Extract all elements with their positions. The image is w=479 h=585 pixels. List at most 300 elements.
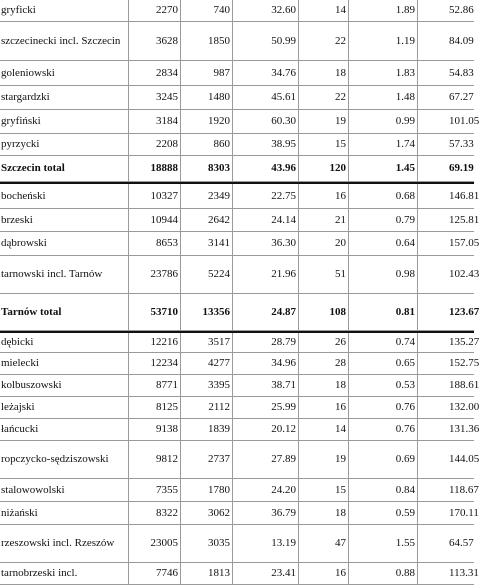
value-cell-6-text: 157.05 [449, 237, 479, 249]
column-divider [348, 209, 349, 231]
value-cell-4-text: 120 [329, 162, 346, 174]
value-cell-4 [298, 156, 348, 181]
value-cell-5-text: 0.98 [395, 268, 415, 280]
value-cell-3-text: 38.95 [271, 138, 296, 150]
value-cell-4 [298, 256, 348, 293]
value-cell-2 [180, 479, 232, 501]
value-cell-6 [417, 502, 479, 524]
value-cell-2-text: 3517 [208, 336, 230, 348]
value-cell-3 [232, 232, 298, 255]
value-cell-4 [298, 563, 348, 584]
column-divider [298, 209, 299, 231]
value-cell-5 [348, 441, 417, 478]
column-divider [180, 294, 181, 330]
value-cell-1-text: 2270 [156, 4, 178, 16]
district-name-cell-text: stargardzki [1, 91, 50, 103]
value-cell-1 [128, 110, 180, 133]
column-divider [232, 256, 233, 293]
value-cell-1-text: 12234 [150, 357, 178, 369]
value-cell-2 [180, 86, 232, 109]
table-row [0, 375, 479, 397]
value-cell-5 [348, 397, 417, 418]
value-cell-2-text: 860 [213, 138, 230, 150]
table-row [0, 232, 479, 256]
value-cell-6 [417, 479, 479, 501]
column-divider [180, 61, 181, 85]
column-divider [128, 61, 129, 85]
column-divider [232, 441, 233, 478]
table-row [0, 353, 479, 375]
value-cell-6 [417, 375, 479, 396]
value-cell-1-text: 8771 [156, 379, 178, 391]
column-divider [417, 110, 418, 133]
value-cell-4 [298, 375, 348, 396]
value-cell-3-text: 60.30 [271, 115, 296, 127]
value-cell-5-text: 0.65 [395, 357, 415, 369]
value-cell-6 [417, 441, 479, 478]
value-cell-2 [180, 525, 232, 562]
column-divider [298, 134, 299, 155]
column-divider [417, 134, 418, 155]
column-divider [232, 525, 233, 562]
value-cell-2-text: 2737 [208, 453, 230, 465]
value-cell-4-text: 14 [335, 4, 346, 16]
value-cell-6-text: 54.83 [449, 66, 474, 79]
value-cell-5-text: 1.55 [395, 537, 415, 549]
value-cell-4 [298, 134, 348, 155]
district-name-cell-text: tarnobrzeski incl. [1, 567, 78, 579]
value-cell-4 [298, 479, 348, 501]
value-cell-4-text: 15 [335, 483, 346, 496]
district-name-cell [0, 232, 128, 255]
value-cell-6-text: 101.05 [449, 115, 479, 127]
district-name-cell [0, 375, 128, 396]
value-cell-2 [180, 397, 232, 418]
column-divider [180, 333, 181, 352]
column-divider [232, 134, 233, 155]
value-cell-1-text: 23005 [150, 537, 178, 549]
value-cell-2-text: 3395 [208, 379, 230, 391]
value-cell-3 [232, 86, 298, 109]
value-cell-2-text: 1480 [208, 91, 230, 103]
value-cell-5 [348, 184, 417, 208]
value-cell-3 [232, 479, 298, 501]
value-cell-4 [298, 86, 348, 109]
value-cell-4 [298, 525, 348, 562]
value-cell-3-text: 27.89 [271, 453, 296, 465]
table-row [0, 182, 479, 209]
value-cell-2-text: 1780 [208, 483, 230, 496]
value-cell-6-text: 64.57 [449, 537, 474, 549]
value-cell-4 [298, 441, 348, 478]
value-cell-4 [298, 0, 348, 21]
value-cell-6 [417, 353, 479, 374]
value-cell-6-text: 52.86 [449, 4, 474, 16]
value-cell-3 [232, 441, 298, 478]
value-cell-5-text: 1.45 [395, 162, 415, 174]
district-name-cell-text: łańcucki [1, 423, 39, 435]
value-cell-4 [298, 353, 348, 374]
value-cell-2 [180, 156, 232, 181]
value-cell-2-text: 2642 [208, 213, 230, 226]
value-cell-1-text: 9138 [156, 423, 178, 435]
value-cell-2 [180, 441, 232, 478]
column-divider [348, 353, 349, 374]
value-cell-4 [298, 397, 348, 418]
value-cell-2-text: 1850 [208, 34, 230, 47]
column-divider [348, 294, 349, 330]
column-divider [232, 294, 233, 330]
value-cell-2 [180, 184, 232, 208]
table-row [0, 209, 479, 232]
column-divider [417, 525, 418, 562]
value-cell-5-text: 0.79 [395, 213, 415, 226]
value-cell-1 [128, 441, 180, 478]
value-cell-3-text: 21.96 [271, 268, 296, 280]
value-cell-6 [417, 184, 479, 208]
value-cell-3 [232, 0, 298, 21]
district-name-cell [0, 156, 128, 181]
district-name-cell-text: pyrzycki [1, 138, 40, 150]
column-divider [417, 61, 418, 85]
district-name-cell [0, 134, 128, 155]
column-divider [298, 0, 299, 21]
column-divider [298, 256, 299, 293]
column-divider [298, 419, 299, 440]
column-divider [128, 294, 129, 330]
column-divider [128, 563, 129, 584]
column-divider [348, 156, 349, 181]
column-divider [232, 353, 233, 374]
value-cell-3 [232, 184, 298, 208]
column-divider [180, 375, 181, 396]
table-row [0, 0, 474, 22]
district-name-cell [0, 184, 128, 208]
value-cell-4-text: 18 [335, 506, 346, 519]
value-cell-2-text: 2112 [208, 401, 230, 413]
value-cell-5 [348, 525, 417, 562]
column-divider [298, 184, 299, 208]
value-cell-3 [232, 525, 298, 562]
value-cell-5-text: 0.53 [395, 379, 415, 391]
value-cell-5-text: 0.99 [395, 115, 415, 127]
district-name-cell-text: niżański [1, 506, 38, 519]
column-divider [128, 525, 129, 562]
column-divider [232, 502, 233, 524]
district-name-cell-text: bocheński [1, 189, 46, 202]
value-cell-6 [417, 0, 474, 21]
value-cell-4 [298, 61, 348, 85]
district-name-cell [0, 441, 128, 478]
value-cell-3 [232, 353, 298, 374]
column-divider [417, 419, 418, 440]
column-divider [180, 563, 181, 584]
value-cell-6 [417, 134, 474, 155]
column-divider [298, 232, 299, 255]
value-cell-5 [348, 333, 417, 352]
column-divider [128, 419, 129, 440]
value-cell-2 [180, 353, 232, 374]
column-divider [298, 479, 299, 501]
value-cell-4-text: 28 [335, 357, 346, 369]
value-cell-6 [417, 333, 479, 352]
column-divider [128, 441, 129, 478]
value-cell-5 [348, 232, 417, 255]
value-cell-6 [417, 209, 479, 231]
column-divider [232, 479, 233, 501]
column-divider [232, 156, 233, 181]
district-name-cell-text: gryficki [1, 4, 36, 16]
column-divider [417, 22, 418, 60]
value-cell-2-text: 13356 [202, 305, 230, 318]
district-name-cell-text: mielecki [1, 357, 39, 369]
value-cell-4 [298, 232, 348, 255]
value-cell-3-text: 43.96 [271, 162, 296, 174]
table-row [0, 441, 479, 479]
value-cell-3 [232, 333, 298, 352]
value-cell-5 [348, 294, 417, 330]
value-cell-4-text: 51 [335, 268, 346, 280]
table-row [0, 22, 474, 61]
value-cell-5-text: 0.88 [395, 567, 415, 579]
column-divider [348, 419, 349, 440]
value-cell-4-text: 22 [335, 91, 346, 103]
district-name-cell [0, 256, 128, 293]
table-row [0, 502, 479, 525]
value-cell-5-text: 0.68 [395, 189, 415, 202]
district-name-cell [0, 110, 128, 133]
value-cell-5 [348, 134, 417, 155]
value-cell-4-text: 16 [335, 401, 346, 413]
value-cell-1-text: 8653 [156, 237, 178, 249]
value-cell-2-text: 1920 [208, 115, 230, 127]
value-cell-1 [128, 232, 180, 255]
value-cell-1 [128, 134, 180, 155]
column-divider [128, 184, 129, 208]
column-divider [298, 61, 299, 85]
column-divider [348, 397, 349, 418]
table-row [0, 397, 479, 419]
column-divider [180, 156, 181, 181]
value-cell-3-text: 24.20 [271, 483, 296, 496]
value-cell-2 [180, 294, 232, 330]
value-cell-2 [180, 0, 232, 21]
column-divider [180, 502, 181, 524]
district-name-cell-text: stalowowolski [1, 483, 65, 496]
column-divider [348, 333, 349, 352]
value-cell-6 [417, 61, 474, 85]
column-divider [348, 441, 349, 478]
value-cell-4-text: 108 [329, 305, 346, 318]
value-cell-3-text: 50.99 [271, 34, 296, 47]
column-divider [180, 184, 181, 208]
column-divider [298, 563, 299, 584]
table-row [0, 563, 479, 585]
value-cell-1 [128, 502, 180, 524]
value-cell-2 [180, 256, 232, 293]
value-cell-2 [180, 375, 232, 396]
district-name-cell [0, 294, 128, 330]
column-divider [232, 86, 233, 109]
value-cell-6 [417, 419, 479, 440]
district-name-cell-text: Tarnów total [1, 305, 62, 318]
value-cell-2-text: 1839 [208, 423, 230, 435]
district-name-cell-text: goleniowski [1, 66, 55, 79]
value-cell-6 [417, 563, 479, 584]
table-row [0, 331, 479, 353]
value-cell-5-text: 0.76 [395, 401, 415, 413]
value-cell-5-text: 1.19 [395, 34, 415, 47]
column-divider [232, 375, 233, 396]
column-divider [417, 156, 418, 181]
value-cell-4-text: 16 [335, 567, 346, 579]
district-name-cell-text: kolbuszowski [1, 379, 62, 391]
value-cell-5 [348, 419, 417, 440]
column-divider [417, 375, 418, 396]
value-cell-2-text: 3062 [208, 506, 230, 519]
value-cell-4 [298, 22, 348, 60]
value-cell-1 [128, 479, 180, 501]
value-cell-3 [232, 134, 298, 155]
value-cell-6-text: 67.27 [449, 91, 474, 103]
column-divider [128, 156, 129, 181]
value-cell-3-text: 24.87 [271, 305, 296, 318]
value-cell-6-text: 118.67 [449, 483, 479, 496]
table-row [0, 110, 479, 134]
value-cell-5 [348, 0, 417, 21]
column-divider [348, 0, 349, 21]
value-cell-1 [128, 563, 180, 584]
value-cell-4-text: 21 [335, 213, 346, 226]
column-divider [417, 441, 418, 478]
value-cell-3-text: 28.79 [271, 336, 296, 348]
column-divider [348, 525, 349, 562]
column-divider [128, 22, 129, 60]
district-name-cell [0, 86, 128, 109]
value-cell-5 [348, 209, 417, 231]
column-divider [298, 375, 299, 396]
value-cell-1 [128, 419, 180, 440]
value-cell-1-text: 18888 [150, 162, 178, 174]
value-cell-5-text: 0.76 [395, 423, 415, 435]
column-divider [180, 232, 181, 255]
column-divider [298, 22, 299, 60]
value-cell-2-text: 2349 [208, 189, 230, 202]
value-cell-1 [128, 333, 180, 352]
value-cell-4-text: 19 [335, 115, 346, 127]
column-divider [298, 353, 299, 374]
value-cell-1-text: 3628 [156, 34, 178, 47]
district-name-cell-text: tarnowski incl. Tarnów [1, 268, 103, 280]
value-cell-5-text: 1.89 [395, 4, 415, 16]
value-cell-5 [348, 156, 417, 181]
value-cell-2-text: 1813 [208, 567, 230, 579]
column-divider [417, 502, 418, 524]
column-divider [348, 479, 349, 501]
table-row [0, 525, 474, 563]
value-cell-6-text: 84.09 [449, 34, 474, 47]
value-cell-3 [232, 209, 298, 231]
column-divider [232, 184, 233, 208]
value-cell-1-text: 8322 [156, 506, 178, 519]
value-cell-6-text: 113.31 [449, 567, 479, 579]
value-cell-6 [417, 232, 479, 255]
value-cell-3-text: 36.79 [271, 506, 296, 519]
column-divider [417, 232, 418, 255]
value-cell-6 [417, 525, 474, 562]
column-divider [298, 110, 299, 133]
column-divider [298, 333, 299, 352]
value-cell-4 [298, 419, 348, 440]
value-cell-4 [298, 184, 348, 208]
column-divider [180, 86, 181, 109]
column-divider [417, 0, 418, 21]
value-cell-1 [128, 353, 180, 374]
column-divider [232, 209, 233, 231]
value-cell-6-text: 135.27 [449, 336, 479, 348]
value-cell-5-text: 1.48 [395, 91, 415, 103]
district-name-cell-text: rzeszowski incl. Rzeszów [1, 537, 115, 549]
value-cell-3-text: 24.14 [271, 213, 296, 226]
column-divider [417, 563, 418, 584]
column-divider [180, 256, 181, 293]
value-cell-5-text: 0.64 [395, 237, 415, 249]
district-name-cell [0, 353, 128, 374]
value-cell-5-text: 0.84 [395, 483, 415, 496]
value-cell-3-text: 32.60 [271, 4, 296, 16]
value-cell-3 [232, 375, 298, 396]
value-cell-5 [348, 256, 417, 293]
value-cell-4 [298, 209, 348, 231]
table-row [0, 61, 474, 86]
value-cell-4-text: 22 [335, 34, 346, 47]
value-cell-4-text: 19 [335, 453, 346, 465]
value-cell-2 [180, 563, 232, 584]
value-cell-1-text: 10327 [150, 189, 178, 202]
value-cell-1 [128, 0, 180, 21]
column-divider [128, 333, 129, 352]
value-cell-5-text: 1.83 [395, 66, 415, 79]
value-cell-3 [232, 156, 298, 181]
value-cell-3 [232, 61, 298, 85]
value-cell-6-text: 170.11 [449, 506, 479, 519]
district-name-cell-text: brzeski [1, 213, 33, 226]
column-divider [298, 294, 299, 330]
column-divider [298, 397, 299, 418]
value-cell-1-text: 9812 [156, 453, 178, 465]
column-divider [417, 256, 418, 293]
column-divider [128, 232, 129, 255]
column-divider [180, 441, 181, 478]
value-cell-6-text: 102.43 [449, 268, 479, 280]
value-cell-3-text: 20.12 [271, 423, 296, 435]
column-divider [180, 397, 181, 418]
value-cell-6 [417, 110, 479, 133]
value-cell-1 [128, 86, 180, 109]
value-cell-1-text: 10944 [150, 213, 178, 226]
value-cell-4-text: 20 [335, 237, 346, 249]
district-name-cell [0, 525, 128, 562]
column-divider [348, 86, 349, 109]
column-divider [128, 134, 129, 155]
value-cell-5 [348, 86, 417, 109]
value-cell-6-text: 188.61 [449, 379, 479, 391]
district-name-cell [0, 0, 128, 21]
value-cell-4-text: 18 [335, 66, 346, 79]
column-divider [417, 184, 418, 208]
value-cell-2 [180, 502, 232, 524]
value-cell-1-text: 3245 [156, 91, 178, 103]
